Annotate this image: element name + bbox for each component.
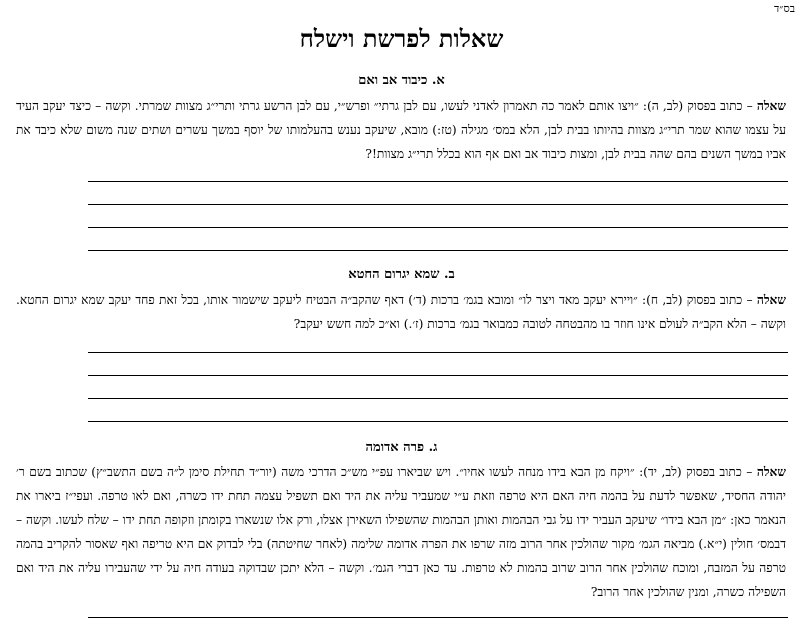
answer-line[interactable]	[88, 398, 788, 399]
answer-line[interactable]	[88, 181, 788, 182]
answer-line[interactable]	[88, 375, 788, 376]
section-a-question	[16, 94, 786, 166]
page-title: שאלות לפרשת וישלח	[299, 24, 504, 53]
section-a-text: – כתוב בפסוק (לב, ה): ״ויצו אותם לאמר כה תאמרון לאדני לעשו, עם לבן גרתי״ ופרש״י, עם לבן הרשע גרתי ותרי״ג מצוות שמרתי. וקשה – כיצד יעקב העיד על עצמו שהוא שמר תרי״ג מצוות בהיותו בבית לבן, הלא במס׳ מגילה (טז:) מובא, שיעקב נענש בהעלמותו של יוסף במשך עשרים ושתים שנה משום שלא כיבד את אביו במשך השנים בהם שהה בבית לבן, ומצות כיבוד אב ואם אף הוא בכלל תרי״ג מצוות!?	[16, 99, 786, 161]
answer-line[interactable]	[88, 421, 788, 422]
section-c-question	[16, 460, 786, 604]
question-label: שאלה	[756, 465, 786, 479]
answer-line[interactable]	[88, 250, 788, 251]
answer-line[interactable]	[88, 617, 788, 618]
section-c-heading: ג. פרה אדומה	[365, 440, 438, 455]
section-b-question	[16, 288, 786, 336]
section-c-text: – כתוב בפסוק (לב, יד): ״ויקח מן הבא בידו מנחה לעשו אחיו״. ויש שביארו עפ״י מש״כ הדרכי משה (יור״ד תחילת סימן ל״ה בשם התשב״ץ) שכתוב בשם ר׳ יהודה החסיד, שאפשר לדעת על בהמה חיה האם היא טרפה וזאת ע״י שמעביר עליה את היד ואם תשפיל עצמה תחת ידו כשרה, ואם לאו טרפה. ועפי״ז ביארו את הנאמר כאן: ״מן הבא בידו״ שיעקב העביר ידו על גבי הבהמות ואותן הבהמות שהשפילו השאירן אצלו, ורק אלו שנשארו בקומתן וזקופה תחת ידו – שלח לעשו. וקשה – דבמס׳ חולין (י״א.) מביאה הגמ׳ מקור שהולכין אחר הרוב מזה שרפו את הפרה אדומה שלימה (לאחר שחיטתה) בלי לבדוק אם היא טריפה ואף שאסור להקריב בהמה טרפה על המזבח, ומוכח שהולכין אחר הרוב שרוב בהמות לא טרפות. עד כאן דברי הגמ׳. וקשה – הלא יתכן שבדוקה בעודה חיה על ידי שהעבירו עליה את היד ואם השפילה כשרה, ומנין שהולכין אחר הרוב?	[16, 465, 786, 599]
section-b-text: – כתוב בפסוק (לב, ח): ״ויירא יעקב מאד ויצר לו״ ומובא בגמ׳ ברכות (ד׳) דאף שהקב״ה הבטיח ליעקב שישמור אותו, בכל זאת פחד יעקב שמא יגרום החטא. וקשה – הלא הקב״ה לעולם אינו חוזר בו מהבטחה לטובה כמבואר בגמ׳ ברכות (ז׳.) וא״כ למה חשש יעקב?	[16, 293, 786, 331]
answer-line[interactable]	[88, 204, 788, 205]
question-label: שאלה	[756, 99, 786, 113]
section-b-heading: ב. שמא יגרום החטא	[348, 267, 455, 282]
bsd-header: בס״ד	[773, 2, 795, 15]
answer-line[interactable]	[88, 352, 788, 353]
question-label: שאלה	[756, 293, 786, 307]
answer-line[interactable]	[88, 227, 788, 228]
section-a-heading: א. כיבוד אב ואם	[358, 73, 445, 88]
